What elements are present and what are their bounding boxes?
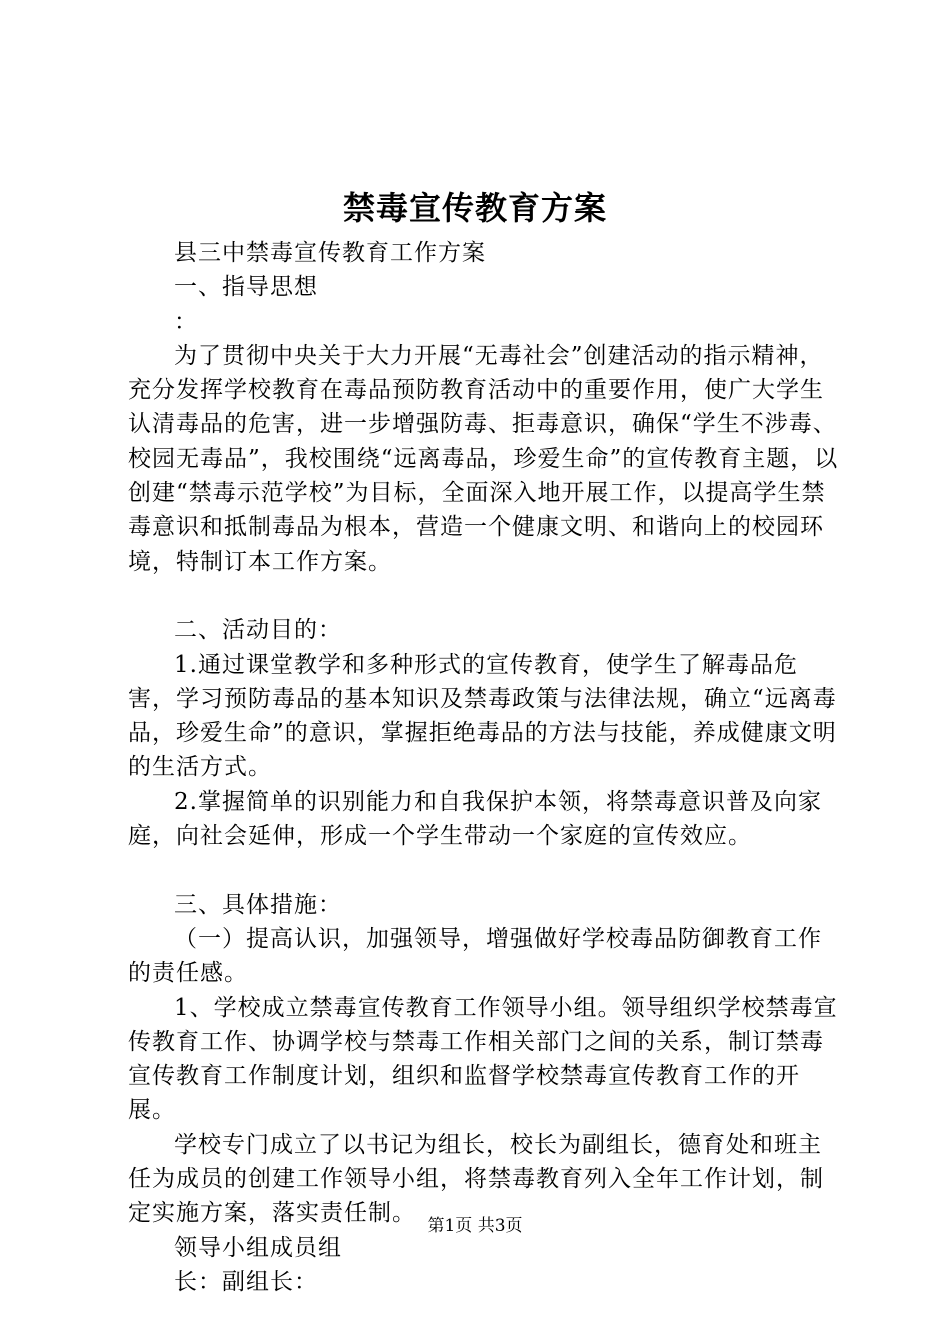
subtitle-line: 县三中禁毒宣传教育工作方案	[174, 240, 486, 266]
document-title: 禁毒宣传教育方案	[342, 189, 607, 227]
paragraph-group-members: 领导小组成员组	[174, 1234, 342, 1261]
paragraph-group-leaders: 长：副组长：	[174, 1268, 318, 1295]
section-heading-guiding-thought: 一、指导思想	[174, 274, 318, 301]
paragraph-measure-1-1: 1、学校成立禁毒宣传教育工作领导小组。领导组织学校禁毒宣传教育工作、协调学校与禁毒工作相关部门之间的关系，制订禁毒宣传教育工作制度计划，组织和监督学校禁毒宣传教育工作的开展。	[128, 994, 838, 1124]
document-body	[128, 236, 840, 1299]
section-heading-goals: 二、活动目的：	[174, 617, 342, 644]
blank-line	[128, 853, 840, 887]
paragraph-goal-1: 1.通过课堂教学和多种形式的宣传教育，使学生了解毒品危害，学习预防毒品的基本知识及禁毒政策与法律法规，确立“远离毒品，珍爱生命”的意识，掌握拒绝毒品的方法与技能，养成健康文明的生活方式。	[128, 651, 837, 781]
section-heading-measures: 三、具体措施：	[174, 891, 342, 918]
paragraph-goal-2: 2.掌握简单的识别能力和自我保护本领，将禁毒意识普及向家庭，向社会延伸，形成一个学生带动一个家庭的宣传效应。	[128, 788, 822, 850]
paragraph-leadership-group: 学校专门成立了以书记为组长，校长为副组长，德育处和班主任为成员的创建工作领导小组，将禁毒教育列入全年工作计划，制定实施方案，落实责任制。	[128, 1131, 824, 1227]
paragraph-intro: 为了贯彻中央关于大力开展“无毒社会”创建活动的指示精神，充分发挥学校教育在毒品预防教育活动中的重要作用，使广大学生认清毒品的危害，进一步增强防毒、拒毒意识，确保“学生不涉毒、校园无毒品”，我校围绕“远离毒品，珍爱生命”的宣传教育主题，以创建“禁毒示范学校”为目标，全面深入地开展工作，以提高学生禁毒意识和抵制毒品为根本，营造一个健康文明、和谐向上的校园环境，特制订本工作方案。	[128, 342, 839, 575]
page-number: 第1页 共3页	[427, 1216, 523, 1236]
blank-line	[128, 579, 840, 613]
paragraph-measure-1: （一）提高认识，加强领导，增强做好学校毒品防御教育工作的责任感。	[128, 925, 822, 987]
colon-line: ：	[174, 308, 198, 335]
